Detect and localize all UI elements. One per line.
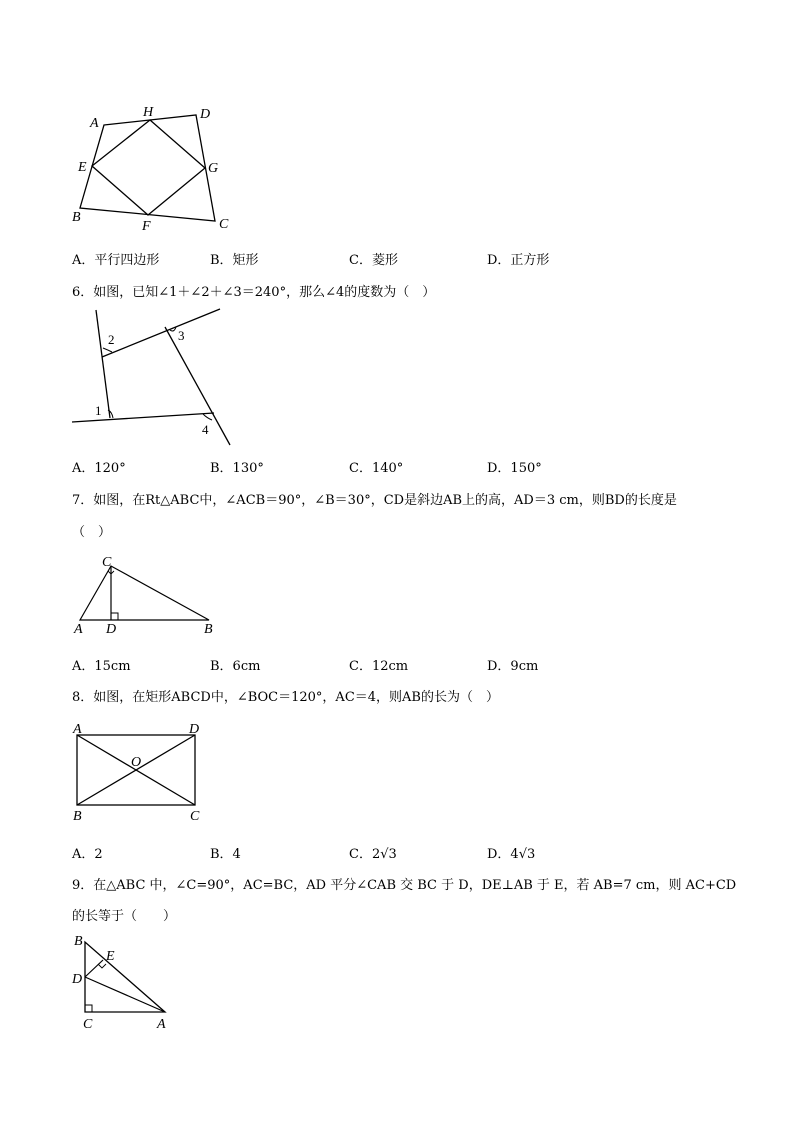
q5-figure bbox=[66, 100, 246, 235]
q5-option-d[interactable]: D．正方形 bbox=[487, 253, 550, 268]
q6-line-bottom bbox=[72, 413, 214, 422]
q7-label-a: A bbox=[74, 622, 83, 637]
q5-label-d: D bbox=[200, 107, 211, 122]
q5-label-e: E bbox=[78, 160, 87, 175]
q9-label-d: D bbox=[72, 972, 83, 987]
q7-stem: 7．如图，在Rt△ABC中，∠ACB＝90°，∠B＝30°，CD是斜边AB上的高，AD＝3 cm，则BD的长度是 bbox=[72, 493, 677, 508]
q9-figure bbox=[68, 930, 178, 1030]
q8-option-a[interactable]: A．2 bbox=[72, 847, 103, 862]
q6-label-1: 1 bbox=[95, 403, 102, 418]
q5-quadrilateral-ehgf bbox=[92, 120, 205, 215]
q5-option-a[interactable]: A．平行四边形 bbox=[72, 253, 160, 268]
q6-figure bbox=[68, 304, 238, 450]
q6-label-3: 3 bbox=[178, 328, 185, 343]
q8-option-c[interactable]: C．2√3 bbox=[349, 847, 397, 862]
q5-option-b[interactable]: B．矩形 bbox=[210, 253, 259, 268]
q5-label-c: C bbox=[219, 217, 229, 232]
q5-label-b: B bbox=[72, 210, 81, 225]
q8-label-a: A bbox=[73, 722, 82, 737]
q6-line-left bbox=[96, 310, 110, 418]
q9-label-e: E bbox=[106, 949, 115, 964]
q9-perpendicular-de bbox=[85, 960, 103, 977]
q7-label-b: B bbox=[204, 622, 213, 637]
q6-option-b[interactable]: B．130° bbox=[210, 461, 264, 476]
q8-option-b[interactable]: B．4 bbox=[210, 847, 241, 862]
q8-stem: 8．如图，在矩形ABCD中，∠BOC＝120°，AC＝4，则AB的长为（ ） bbox=[72, 690, 499, 705]
q5-label-a: A bbox=[90, 116, 99, 131]
q8-label-o: O bbox=[131, 755, 142, 770]
q6-stem: 6．如图，已知∠1＋∠2＋∠3＝240°，那么∠4的度数为（ ） bbox=[72, 285, 436, 300]
q7-option-a[interactable]: A．15cm bbox=[72, 659, 131, 674]
q6-option-d[interactable]: D．150° bbox=[487, 461, 542, 476]
q9-right-angle-mark-e bbox=[98, 964, 106, 968]
q7-figure bbox=[68, 548, 218, 638]
q6-line-right bbox=[165, 327, 230, 445]
q8-label-c: C bbox=[190, 809, 200, 824]
q5-label-h: H bbox=[143, 105, 154, 120]
q7-triangle-abc bbox=[80, 566, 209, 620]
q8-option-d[interactable]: D．4√3 bbox=[487, 847, 536, 862]
q8-label-d: D bbox=[189, 722, 200, 737]
q7-label-d: D bbox=[106, 622, 117, 637]
q8-label-b: B bbox=[73, 809, 82, 824]
q5-option-c[interactable]: C．菱形 bbox=[349, 253, 398, 268]
q5-quadrilateral-abcd bbox=[80, 115, 215, 221]
q6-option-a[interactable]: A．120° bbox=[72, 461, 126, 476]
q7-option-c[interactable]: C．12cm bbox=[349, 659, 409, 674]
q9-triangle-abc bbox=[85, 942, 165, 1012]
q6-label-2: 2 bbox=[108, 332, 115, 347]
q9-bisector-ad bbox=[85, 977, 165, 1012]
q7-stem-line2: （ ） bbox=[72, 525, 112, 540]
q9-stem: 9．在△ABC 中，∠C=90°，AC=BC，AD 平分∠CAB 交 BC 于 D，DE⊥AB 于 E，若 AB=7 cm，则 AC+CD bbox=[72, 878, 737, 893]
q9-right-angle-mark-c bbox=[85, 1005, 92, 1012]
q5-label-g: G bbox=[208, 161, 219, 176]
q8-figure bbox=[68, 716, 218, 826]
q9-stem-line2: 的长等于（ ） bbox=[72, 909, 177, 924]
q6-angle-arc-4 bbox=[203, 414, 212, 420]
q6-option-c[interactable]: C．140° bbox=[349, 461, 404, 476]
q9-label-c: C bbox=[83, 1017, 93, 1032]
q9-label-a: A bbox=[157, 1017, 166, 1032]
q6-label-4: 4 bbox=[202, 422, 209, 437]
q9-label-b: B bbox=[74, 934, 83, 949]
q7-right-angle-mark-d bbox=[111, 613, 118, 620]
q7-option-d[interactable]: D．9cm bbox=[487, 659, 539, 674]
q7-option-b[interactable]: B．6cm bbox=[210, 659, 261, 674]
q6-line-top bbox=[102, 309, 220, 357]
q6-angle-arc-2 bbox=[103, 348, 112, 352]
q7-label-c: C bbox=[102, 555, 112, 570]
q5-label-f: F bbox=[142, 219, 151, 234]
